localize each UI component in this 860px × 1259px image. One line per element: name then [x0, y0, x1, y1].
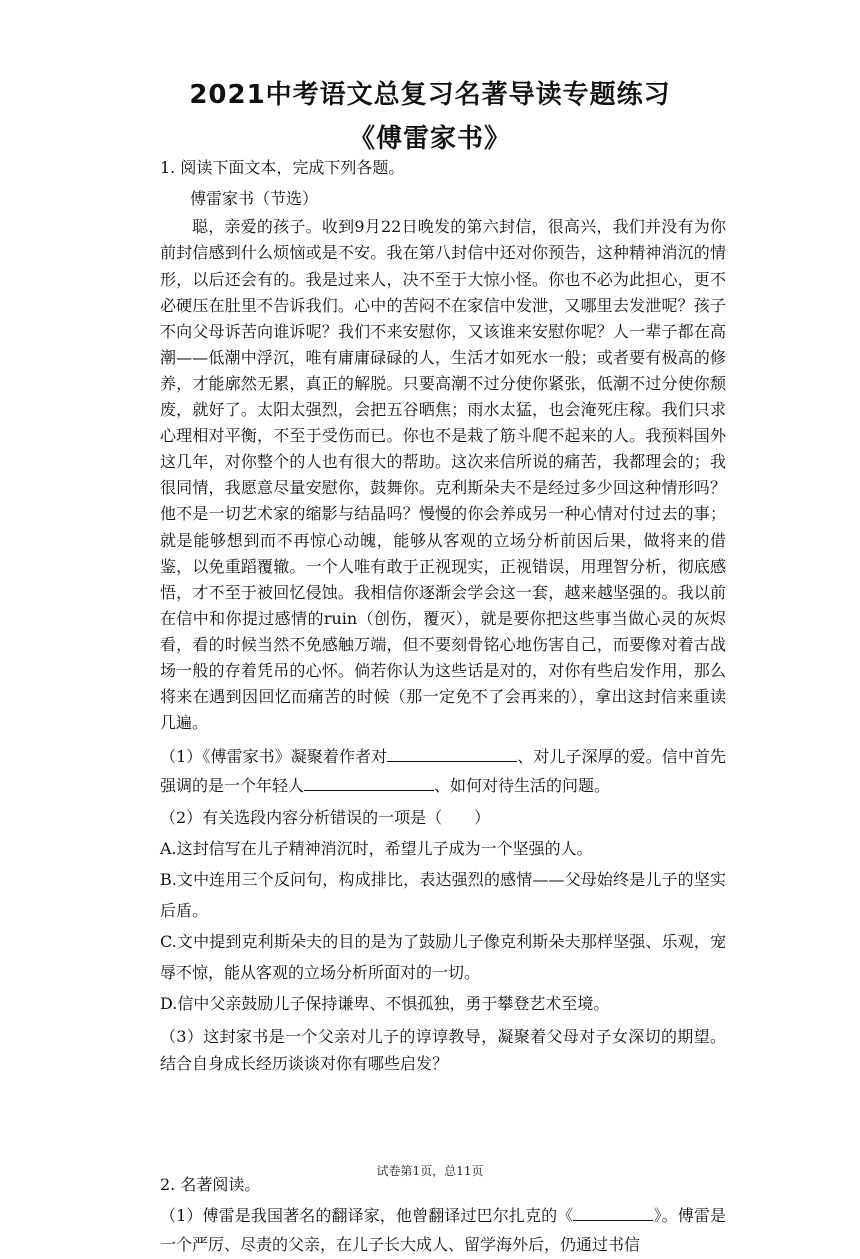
question-1-sub-3: （3）这封家书是一个父亲对儿子的谆谆教导，凝聚着父母对子女深切的期望。结合自身成长经历谈谈对你有哪些启发？: [160, 1027, 726, 1074]
content-area: [160, 152, 726, 1259]
option-c[interactable]: C.文中提到克利斯朵夫的目的是为了鼓励儿子像克利斯朵夫那样坚强、乐观，宠辱不惊，能从客观的立场分析所面对的一切。: [160, 932, 726, 983]
document-title: 2021中考语文总复习名著导读专题练习: [189, 80, 671, 110]
question-1-sub-1: [160, 742, 726, 800]
q2-s1-part-b: 》。傅雷是一个严厉、尽责的父亲，在儿子长大成人、留学海外后，仍通过书信: [160, 1205, 726, 1254]
option-b[interactable]: B.文中连用三个反问句，构成排比，表达强烈的感情——父母始终是儿子的坚实后盾。: [160, 870, 726, 921]
q2-s1-part-a: （1）傅雷是我国著名的翻译家，他曾翻译过巴尔扎克的《: [160, 1205, 574, 1225]
answer-blank-3[interactable]: [573, 1220, 653, 1221]
page-footer: 试卷第1页，总11页: [376, 1164, 484, 1178]
question-1-heading: 1. 阅读下面文本，完成下列各题。: [160, 158, 405, 177]
option-a[interactable]: A.这封信写在儿子精神消沉时，希望儿子成为一个坚强的人。: [160, 839, 593, 859]
question-1-sub-2: （2）有关选段内容分析错误的一项是（ ）: [160, 808, 491, 828]
answer-blank-1[interactable]: [387, 761, 517, 762]
q1-s1-part-a: （1）《傅雷家书》凝聚着作者对: [160, 747, 388, 767]
question-2-sub-1: [160, 1201, 726, 1259]
passage-source: 傅雷家书（节选）: [190, 189, 319, 209]
q1-s1-part-b: 、对儿子深厚的爱。信中首先强调的是一个年轻人: [160, 747, 726, 796]
document-subtitle: 《傅雷家书》: [348, 124, 511, 154]
option-d[interactable]: D.信中父亲鼓励儿子保持谦卑、不惧孤独，勇于攀登艺术至境。: [160, 994, 610, 1014]
q1-s1-part-c: 、如何对待生活的问题。: [434, 776, 611, 796]
answer-space[interactable]: [160, 1077, 726, 1169]
answer-blank-2[interactable]: [304, 790, 434, 791]
passage-text: 聪，亲爱的孩子。收到9月22日晚发的第六封信，很高兴，我们并没有为你前封信感到什么烦恼或是不安。我在第八封信中还对你预告，这种精神消沉的情形，以后还会有的。我是过来人，决不至于大惊小怪。你也不必为此担心，更不必硬压在肚里不告诉我们。心中的苦闷不在家信中发泄，又哪里去发泄呢？孩子不向父母诉苦向谁诉呢？我们不来安慰你，又该谁来安慰你呢？人一辈子都在高潮——低潮中浮沉，唯有庸庸碌碌的人，生活才如死水一般；或者要有极高的修养，才能廓然无累，真正的解脱。只要高潮不过分使你紧张，低潮不过分使你颓废，就好了。太阳太强烈，会把五谷晒焦；雨水太猛，也会淹死庄稼。我们只求心理相对平衡，不至于受伤而已。你也不是栽了筋斗爬不起来的人。我预料国外这几年，对你整个的人也有很大的帮助。这次来信所说的痛苦，我都理会的；我很同情，我愿意尽量安慰你，鼓舞你。克利斯朵夫不是经过多少回这种情形吗？他不是一切艺术家的缩影与结晶吗？慢慢的你会养成另一种心情对付过去的事；就是能够想到而不再惊心动魄，能够从客观的立场分析前因后果，做将来的借鉴，以免重蹈覆辙。一个人唯有敢于正视现实，正视错误，用理智分析，彻底感悟，才不至于被回忆侵蚀。我相信你逐渐会学会这一套，越来越坚强的。我以前在信中和你提过感情的ruin（创伤，覆灭），就是要你把这些事当做心灵的灰烬看，看的时候当然不免感触万端，但不要刻骨铭心地伤害自己，而要像对着古战场一般的存着凭吊的心怀。倘若你认为这些话是对的，对你有些启发作用，那么将来在遇到因回忆而痛苦的时候（那一定免不了会再来的），拿出这封信来重读几遍。: [160, 217, 726, 733]
question-2-heading: 2. 名著阅读。: [160, 1175, 261, 1195]
